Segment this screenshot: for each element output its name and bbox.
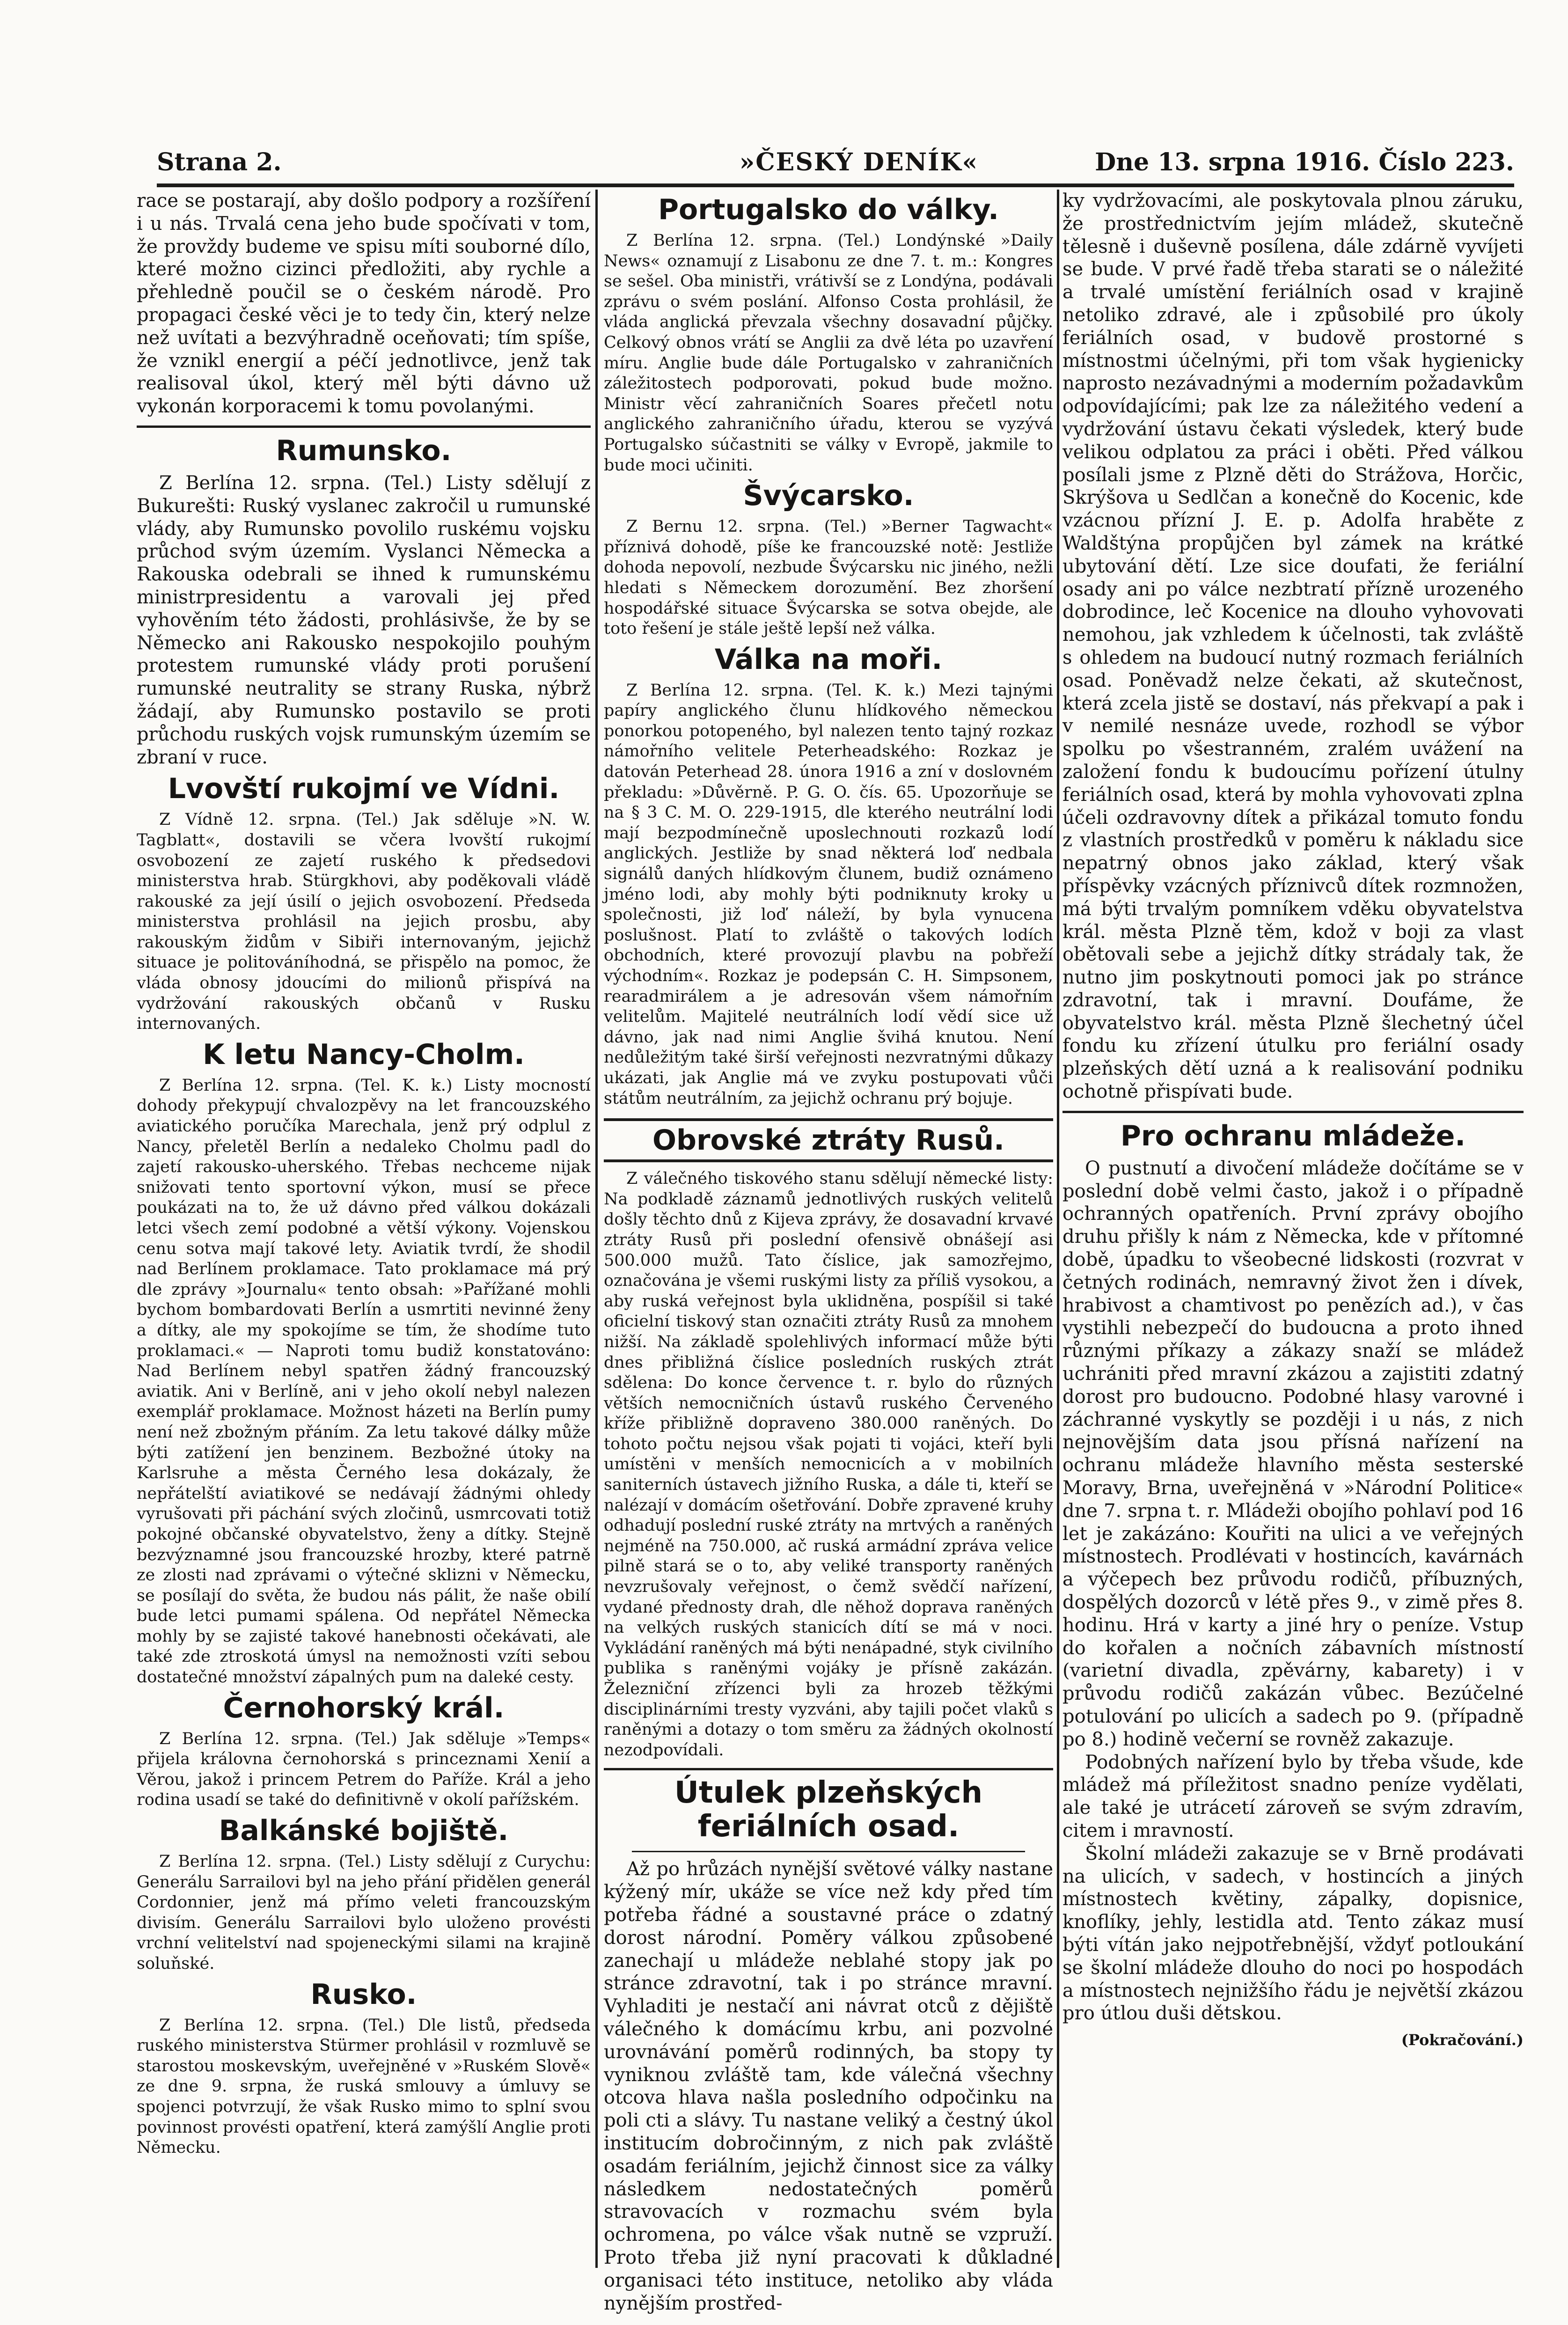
- heading-balkanske-bojiste: Balkánské bojiště.: [219, 1814, 509, 1848]
- article-utulek-continued: ky vydržovacími, ale poskytovala plnou záruku, že prostřednictvím jejím mládež, skutečně tělesně i duševně posílena, dále zdárně vyvíjeti se bude. V prvé řadě třeba starati se o náležité a trvalé umístění feriálních osad v krajině netoliko zdravé, ale i způsobilé pro úkoly feriálních osad, v budově prostorné s místnostmi účelnými, při tom však hygienicky naprosto nezávadnými a moderním požadavkům odpovídajícími; pak lze za náležitého vedení a vydržování ústavu čekati výsledek, který bude velikou odplatou za práci i oběti. Před válkou posílali jsme z Plzně děti do Strážova, Horčic, Skrýšova u Sedlčan a konečně do Kocenic, kde vzácnou přízní J. E. p. Adolfa hraběte z Waldštýna propůjčen byl zámek na krátké ubytování dětí. Lze sice doufati, že feriální osady ani po válce nezbtratí přízně urozeného dobrodince, leč Kocenice na dlouho vyhovovati nemohou, jak vzhledem k účelnosti, tak zvláště s ohledem na budoucí nutný rozmach feriálních osad. Poněvadž nelze čekati, až skutečnost, která zcela jistě se dostaví, nás překvapí a pak i v nemilé nesnáze uvede, rozhodl se výbor spolku po všestranném, zralém uvážení na založení fondu k budoucímu pořízení útulny feriálních osad, která by mohla vyhovovati zplna účeli ozdravovny dítek a přikázal tomuto fondu z vlastních prostředků v poměru k nákladu sice nepatrný obnos jako základ, který však příspěvky vzácných příznivců dítek rozmnožen, má býti trvalým pomníkem vděku obyvatelstva král. města Plzně těm, kdož v boji za vlast obětovali sebe a jejichž dítky strádaly tak, že nutno jim poskytnouti pomoci jak po stránce zdravotní, tak i mravní. Doufáme, že obyvatelstvo král. města Plzně šlechetný účel fondu ku zřízení útulku pro feriální osady plzeňských dětí uzná a k realisování podniku ochotně přispívati bude.: [1062, 190, 1524, 1103]
- heading-pro-ochranu-mladeze: Pro ochranu mládeže.: [1120, 1119, 1466, 1152]
- column-divider: [595, 190, 598, 2268]
- article-ochrana-p1: O pustnutí a divočení mládeže dočítáme se v poslední době velmi často, jakož i o případně ochranných opatřeních. První zprávy obojího druhu přišly k nám z Německa, kde v přítomné době, úpadku to všeobecné lidskosti (rozvrat v četných rodinách, nemravný život žen i dívek, hrabivost a chamtivost po penězích ad.), v čas vystihli nebezpečí do budoucna a proto ihned různými příkazy a zákazy snaží se mládež uchrániti před mravní zkázou a zajistiti zdatný dorost pro budoucno. Podobné hlasy varovné i záchranné vyskytly se později i u nás, z nich nejnovějším data jsou přísná nařízení na ochranu mládeže hlavního města sesterské Moravy, Brna, uveřejněná v »Národní Politice« dne 7. srpna t. r. Mládeži obojího pohlaví pod 16 let je zakázáno: Kouřiti na ulici a ve veřejných místnostech. Prodlévati v hostincích, kavárnách a výčepech bez průvodu rodičů, příbuzných, dospělých dozorců v létě přes 9., v zimě přes 8. hodinu. Hrá v karty a jiné hry o peníze. Vstup do kořalen a nočních zábavních místností (varietní divadla, zpěvárny, kabarety) i v průvodu rodičů zakázán vůbec. Bezúčelné potulování po ulicích a sadech po 9. (případně po 8.) hodině večerní se rovněž zakazuje.: [1062, 1157, 1524, 1750]
- heading-underline: [632, 1851, 1025, 1852]
- article-rule: [137, 425, 591, 428]
- article-rusko: Z Berlína 12. srpna. (Tel.) Dle listů, předseda ruského ministerstva Stürmer prohlásil v rozmluvě se starostou moskevským, uveřejněné v »Ruském Slově« ze dne 9. srpna, že ruská smlouvy a úmluvy se spojenci potvrzují, že však Rusko mimo to splní svou povinnost provésti opatření, která zamýšlí Anglie proti Německu.: [137, 2016, 591, 2157]
- article-nancy-cholm: Z Berlína 12. srpna. (Tel. K. k.) Listy mocností dohody překypují chvalozpěvy na let francouzského aviatického poručíka Marechala, jenž prý odplul z Nancy, přeletěl Berlín a nedaleko Cholmu padl do zajetí rakousko-uherského. Třebas nechceme nijak snižovati tento sportovní výkon, musí se přece poukázati na to, že už dávno před válkou dokázali letci všech zemí podobné a větší výkony. Vojenskou cenu sotva mají takové lety. Aviatik tvrdí, že shodil nad Berlínem proklamace. Tato proklamace má prý dle zprávy »Journalu« tento obsah: »Pařížané mohli bychom bombardovati Berlín a usmrtiti nevinné ženy a dítky, ale my spokojíme se tím, že shodíme tuto proklamaci.« — Naproti tomu budiž konstatováno: Nad Berlínem nebyl spatřen žádný francouzský aviatik. Ani v Berlíně, ani v jeho okolí nebyl nalezen exemplář proklamace. Možnost házeti na Berlín pumy není než zbožným přáním. Za letu takové dálky může býti zatížení jen benzinem. Bezbožné útoky na Karlsruhe a města Černého lesa dokázaly, že nepřátelští aviatikové se nedávají žádnými ohledy vyrušovati při páchání svých zločinů, usmrcovati totiž pokojné občanské obyvatelstvo, ženy a dítky. Stejně bezvýznamné jsou francouzské hrozby, které patrně ze zlosti nad zprávami o výtečné sklizni v Německu, se posílají do světa, že budou nás pálit, že naše obilí bude letci pumami spálena. Od nepřátel Německa mohly by se zajisté takové hanebnosti očekávati, ale také zde ztroskotá úmysl na nemožnosti vzíti sebou dostatečné množství zápalných pum na daleké cesty.: [137, 1076, 591, 1687]
- heading-cernohorsky-kral: Černohorský král.: [223, 1691, 505, 1724]
- heading-obrovske-ztraty: Obrovské ztráty Rusů.: [652, 1124, 1004, 1157]
- article-lvovsti: Z Vídně 12. srpna. (Tel.) Jak sděluje »N. W. Tagblatt«, dostavili se včera lvovští rukojmí osvobození ze zajetí ruského k předsedovi ministerstva hrab. Stürgkhovi, aby poděkovali vládě rakouské za její úsilí o jejich osvobození. Předseda ministerstva prohlásil na jejich prosbu, aby rakouským židům v Sibiři internovaným, jejichž situace je politováníhodná, se přispělo na pomoc, že vláda obnosy jdoucími do milionů přispívá na vydržování rakouských občanů v Rusku internovaných.: [137, 810, 591, 1034]
- heading-svycarsko: Švýcarsko.: [743, 479, 914, 513]
- continued-note: (Pokračování.): [1401, 2031, 1524, 2049]
- heading-portugalsko: Portugalsko do války.: [658, 193, 999, 226]
- heading-nancy-cholm: K letu Nancy-Cholm.: [203, 1038, 525, 1071]
- heading-utulek: Útulek plzeňských feriálních osad.: [674, 1775, 983, 1844]
- article-rule: [604, 1768, 1053, 1770]
- heading-rusko: Rusko.: [310, 1978, 417, 2011]
- column-1: [137, 190, 591, 2259]
- issue-date: Dne 13. srpna 1916. Číslo 223.: [1095, 148, 1514, 176]
- article-ochrana-p3: Školní mládeži zakazuje se v Brně prodávati na ulicích, v sadech, v hostincích a jiných místnostech květiny, zápalky, dopisnice, knoflíky, jehly, lestidla atd. Tento zákaz musí býti vítán jako nejpotřebnější, vždyť potloukání se školní mládeže dlouho do noci po hospodách a místnostech nejnižšího řádu je největší zkázou pro útlou duši dětskou.: [1062, 1842, 1524, 2024]
- article-rumunsko: Z Berlína 12. srpna. (Tel.) Listy sdělují z Bukurešti: Ruský vyslanec zakročil u rumunské vlády, aby Rumunsko povolilo ruskému vojsku průchod svým územím. Vyslanci Německa a Rakouska odebrali se ihned k rumunskému ministrpresidentu a varovali jej před vyhověním této žádosti, prohlásivše, že by se Německo ani Rakousko nespokojilo pouhým protestem rumunské vlády proti porušení rumunské neutrality se strany Ruska, nýbrž žádají, aby Rumunsko postavilo se proti průchodu ruských vojsk rumunským územím se zbraní v ruce.: [137, 472, 591, 768]
- masthead: [157, 146, 1514, 187]
- article-svycarsko: Z Bernu 12. srpna. (Tel.) »Berner Tagwacht« příznivá dohodě, píše ke francouzské notě: Jestliže dohoda nepovolí, nezbude Švýcarsku nic jiného, nežli hledati s Německem dorozumění. Bez zhoršení hospodářské situace Švýcarska se sotva obejde, ale toto řešení je stále ještě lepší než válka.: [604, 517, 1053, 638]
- article-continuation: race se postarají, aby došlo podpory a rozšíření i u nás. Trvalá cena jeho bude spočívati v tom, že provždy budeme ve spisu míti souborné dílo, které možno cizinci předložiti, aby rychle a přehledně poučil se o českém národě. Pro propagaci české věci je to tedy čin, který nelze než uvítati a bezvýhradně oceňovati; tím spíše, že vznikl energií a péčí jednotlivce, jenž tak realisoval úkol, který měl býti dávno už vykonán korporacemi k tomu povolanými.: [137, 190, 591, 418]
- heading-rumunsko: Rumunsko.: [276, 434, 452, 467]
- article-ochrana-p2: Podobných nařízení bylo by třeba všude, kde mládež má příležitost snadno peníze vydělati, ale také je utrácetí zároveň se svým zdravím, citem i mravností.: [1062, 1751, 1524, 1841]
- column-2: [604, 190, 1053, 2314]
- article-rule: [1062, 1111, 1524, 1113]
- heading-valka-na-mori: Válka na moři.: [714, 643, 943, 676]
- article-obrovske-ztraty: Z válečného tiskového stanu sdělují německé listy: Na podkladě záznamů jednotlivých ruských velitelů došly těchto dnů z Kijeva zprávy, že dosavadní krvavé ztráty Rusů při poslední ofensivě obnášejí asi 500.000 mužů. Tato číslice, jak samozřejmo, označována je všemi ruskými listy za příliš vysokou, a aby ruská veřejnost byla uklidněna, pospíšil si také oficielní tiskový stan označiti ztráty Rusů za mnohem nižší. Na základě spolehlivých informací může býti dnes přibližná číslice posledních ruských ztrát sdělena: Do konce července t. r. bylo do různých větších nemocničních ústavů ruského Červeného kříže přibližně dopraveno 380.000 raněných. Do tohoto počtu nejsou však pojati ti vojáci, kteří byli umístěni v menších nemocnicích a v mobilních saniterních ústavech jižního Ruska, a dále ti, kteří se nalézají v domácím ošetřování. Dobře zpravené kruhy odhadují poslední ruské ztráty na mrtvých a raněných nejméně na 750.000, ač ruská armádní zpráva velice pilně stará se o to, aby veliké transporty raněných nevzrušovaly veřejnost, o čemž svědčí nařízení, vydané přednosty drah, dle něhož doprava raněných na velkých ruských stanicích dítí se má v noci. Vykládání raněných má býti nenápadné, styk civilního publika s raněnými vojáky je přísně zakázán. Železniční zřízenci byli za hrozeb těžkými disciplinárními tresty vyzváni, aby tajili počet vlaků s raněnými a dotazy o tom směru za žádných okolností nezodpovídali.: [604, 1169, 1053, 1760]
- column-3: [1062, 190, 1524, 2259]
- heading-lvovsti: Lvovští rukojmí ve Vídni.: [168, 772, 560, 806]
- article-utulek: Až po hrůzách nynější světové války nastane kýžený mír, ukáže se více než kdy před tím potřeba řádné a soustavné práce o zdatný dorost národní. Poměry válkou způsobené zanechají u mládeže neblahé stopy jak po stránce zdravotní, tak i po stránce mravní. Vyhladiti je nestačí ani návrat otců z dějiště válečného k domácímu krbu, ani pozvolné urovnávání poměrů rodinných, ba stopy ty vyniknou zvláště tam, kde válečná všechny otcova hlava našla posledního odpočinku na poli cti a slávy. Tu nastane veliký a čestný úkol institucím dobročinným, z nich pak zvláště osadám feriálním, jejichž činnost sice za války následkem nedostatečných poměrů stravovacích v rozmachu svém byla ochromena, po válce však nutně se vzpruží. Proto třeba již nyní pracovati k důkladné organisaci této instituce, netoliko aby vláda nynějším prostřed-: [604, 1858, 1053, 2314]
- article-cernohorsky-kral: Z Berlína 12. srpna. (Tel.) Jak sděluje »Temps« přijela královna černohorská s princeznami Xenií a Věrou, jakož i princem Petrem do Paříže. Král a jeho rodina usadí se také do definitivně v okolí pařížském.: [137, 1729, 591, 1810]
- article-valka-na-mori: Z Berlína 12. srpna. (Tel. K. k.) Mezi tajnými papíry anglického člunu hlídkového německou ponorkou potopeného, byl nalezen tento tajný rozkaz námořního velitele Peterheadského: Rozkaz je datován Peterhead 28. února 1916 a zní v doslovném překladu: »Důvěrně. P. G. O. čís. 65. Upozorňuje se na § 3 C. M. O. 229-1915, dle kterého neutrální lodi mají bezpodmínečně uposlechnouti rozkazů lodí anglických. Jestliže by snad některá loď nedbala signálů daných hlídkovým člunem, budiž oznámeno jméno lodi, aby mohly býti podniknuty kroky u společnosti, již loď náleží, by byla vynucena poslušnost. Platí to zvláště o takových lodích obchodních, které provozují plavbu na pobřeží východním«. Rozkaz je podepsán C. H. Simpsonem, rearadmirálem a je adresován všem námořním velitelům. Majitelé neutrálních lodí vědí sice už dávno, jak nad nimi Anglie švihá knutou. Není nedůležitým také širší veřejnosti nezvratnými důkazy ukázati, jak Anglie má ve zvyku postupovati vůči státům neutrálním, za jejichž ochranu prý bojuje.: [604, 681, 1053, 1108]
- article-balkanske-bojiste: Z Berlína 12. srpna. (Tel.) Listy sdělují z Curychu: Generálu Sarrailovi byl na jeho přání přidělen generál Cordonnier, jenž má přímo veleti francouzským divisím. Generálu Sarrailovi bylo uloženo provésti vrchní velitelství nad spojeneckými silami na krajině soluňské.: [137, 1852, 591, 1973]
- boxed-heading: [604, 1118, 1053, 1162]
- article-portugalsko: Z Berlína 12. srpna. (Tel.) Londýnské »Daily News« oznamují z Lisabonu ze dne 7. t. m.: Kongres se sešel. Oba ministři, vrátivší se z Londýna, podávali zprávu o svém poslání. Alfonso Costa prohlásil, že vláda anglická převzala všechny dosavadní půjčky. Celkový obnos vrátí se Anglii za dvě léta po uzavření míru. Anglie bude dále Portugalsko v zahraničních záležitostech podporovati, pokud bude možno. Ministr věcí zahraničních Soares přečetl notu anglického zahraničního úřadu, kterou se vyzývá Portugalsko súčastniti se války v Evropě, jakmile to bude moci učiniti.: [604, 231, 1053, 475]
- newspaper-title: »ČESKÝ DENÍK«: [739, 148, 979, 176]
- column-divider: [1057, 190, 1059, 2268]
- page-number: Strana 2.: [157, 148, 282, 176]
